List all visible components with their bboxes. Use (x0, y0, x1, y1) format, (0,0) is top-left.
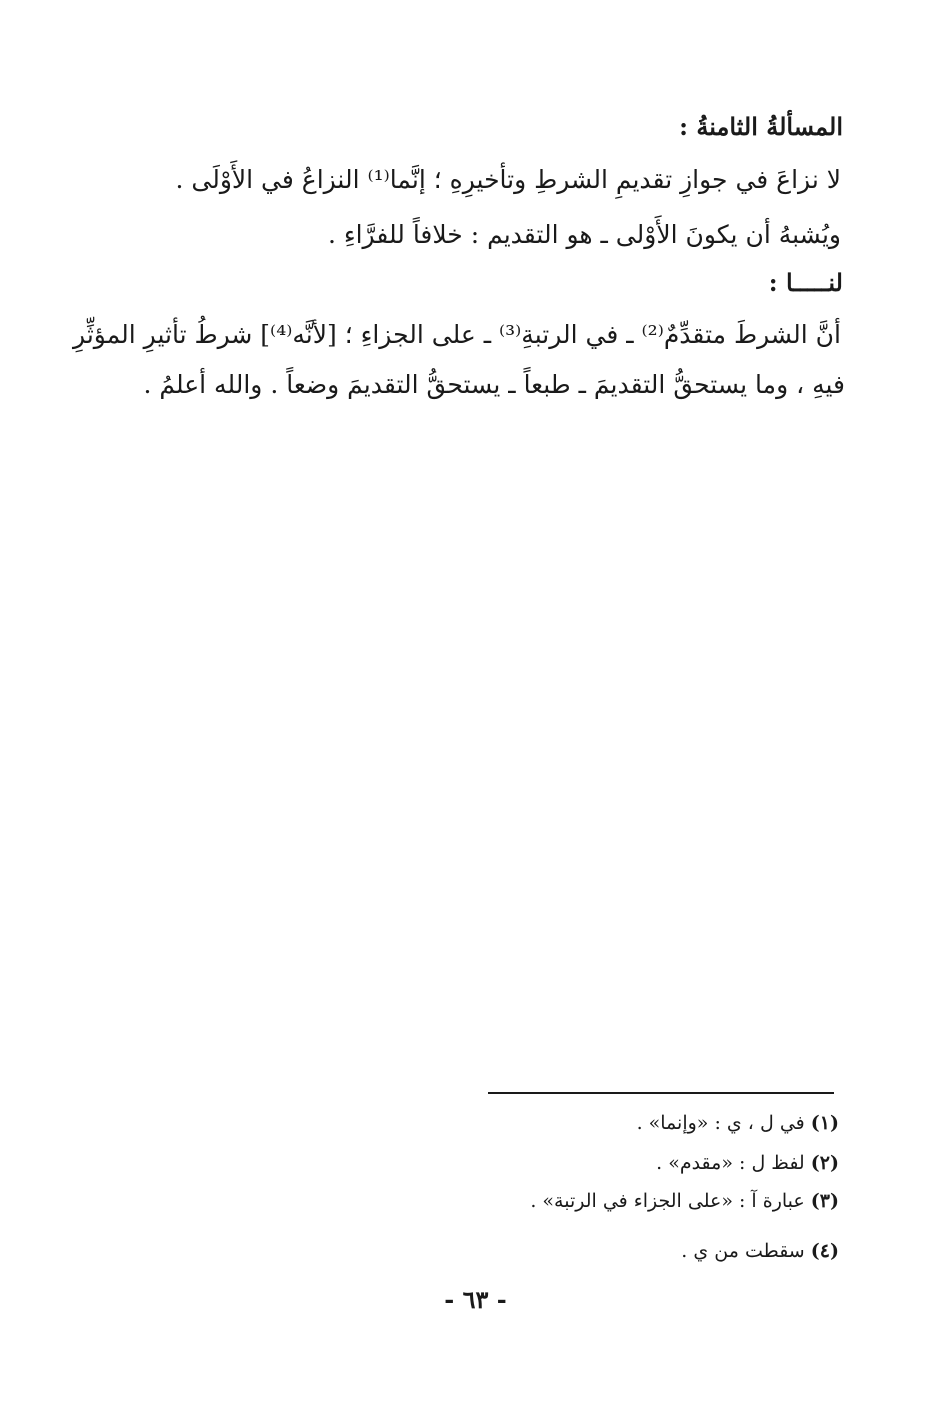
footnote-text: في ل ، ي : «وإنما» . (636, 1112, 805, 1134)
footnote-number: (٢) (810, 1152, 839, 1174)
footnote (656, 1152, 839, 1174)
footnote (681, 1240, 839, 1262)
footnote (637, 1112, 839, 1134)
paragraph-line-1: لا نزاعَ في جوازِ تقديمِ الشرطِ وتأخيرِهِ ؛ إنَّما⁽¹⁾ النزاعُ في الأَوْلَى . (175, 165, 841, 194)
footnote (530, 1190, 839, 1212)
footnote-number: (٣) (810, 1190, 839, 1212)
footnote-separator (488, 1092, 834, 1094)
argument-line-1: أنَّ الشرطَ متقدِّمٌ⁽²⁾ ـ في الرتبةِ⁽³⁾ ـ على الجزاءِ ؛ [لأنَّه⁽⁴⁾] شرطُ تأثيرِ المؤثِّرِ (73, 320, 841, 349)
footnote-number: (١) (810, 1112, 839, 1134)
footnote-text: عبارة آ : «على الجزاء في الرتبة» . (530, 1190, 805, 1212)
paragraph-line-2: ويُشبهُ أن يكونَ الأَوْلى ـ هو التقديم : خلافاً للفرَّاءِ . (327, 220, 841, 249)
argument-heading: لنـــــا : (768, 268, 843, 297)
section-heading: المسألةُ الثامنةُ : (679, 112, 843, 141)
page-number: - ٦٣ - (444, 1285, 507, 1314)
footnote-text: سقطت من ي . (681, 1240, 805, 1262)
footnote-number: (٤) (810, 1240, 839, 1262)
footnote-text: لفظ ل : «مقدم» . (656, 1152, 805, 1174)
argument-line-2: فيهِ ، وما يستحقُّ التقديمَ ـ طبعاً ـ يستحقُّ التقديمَ وضعاً . والله أعلمُ . (143, 370, 845, 399)
